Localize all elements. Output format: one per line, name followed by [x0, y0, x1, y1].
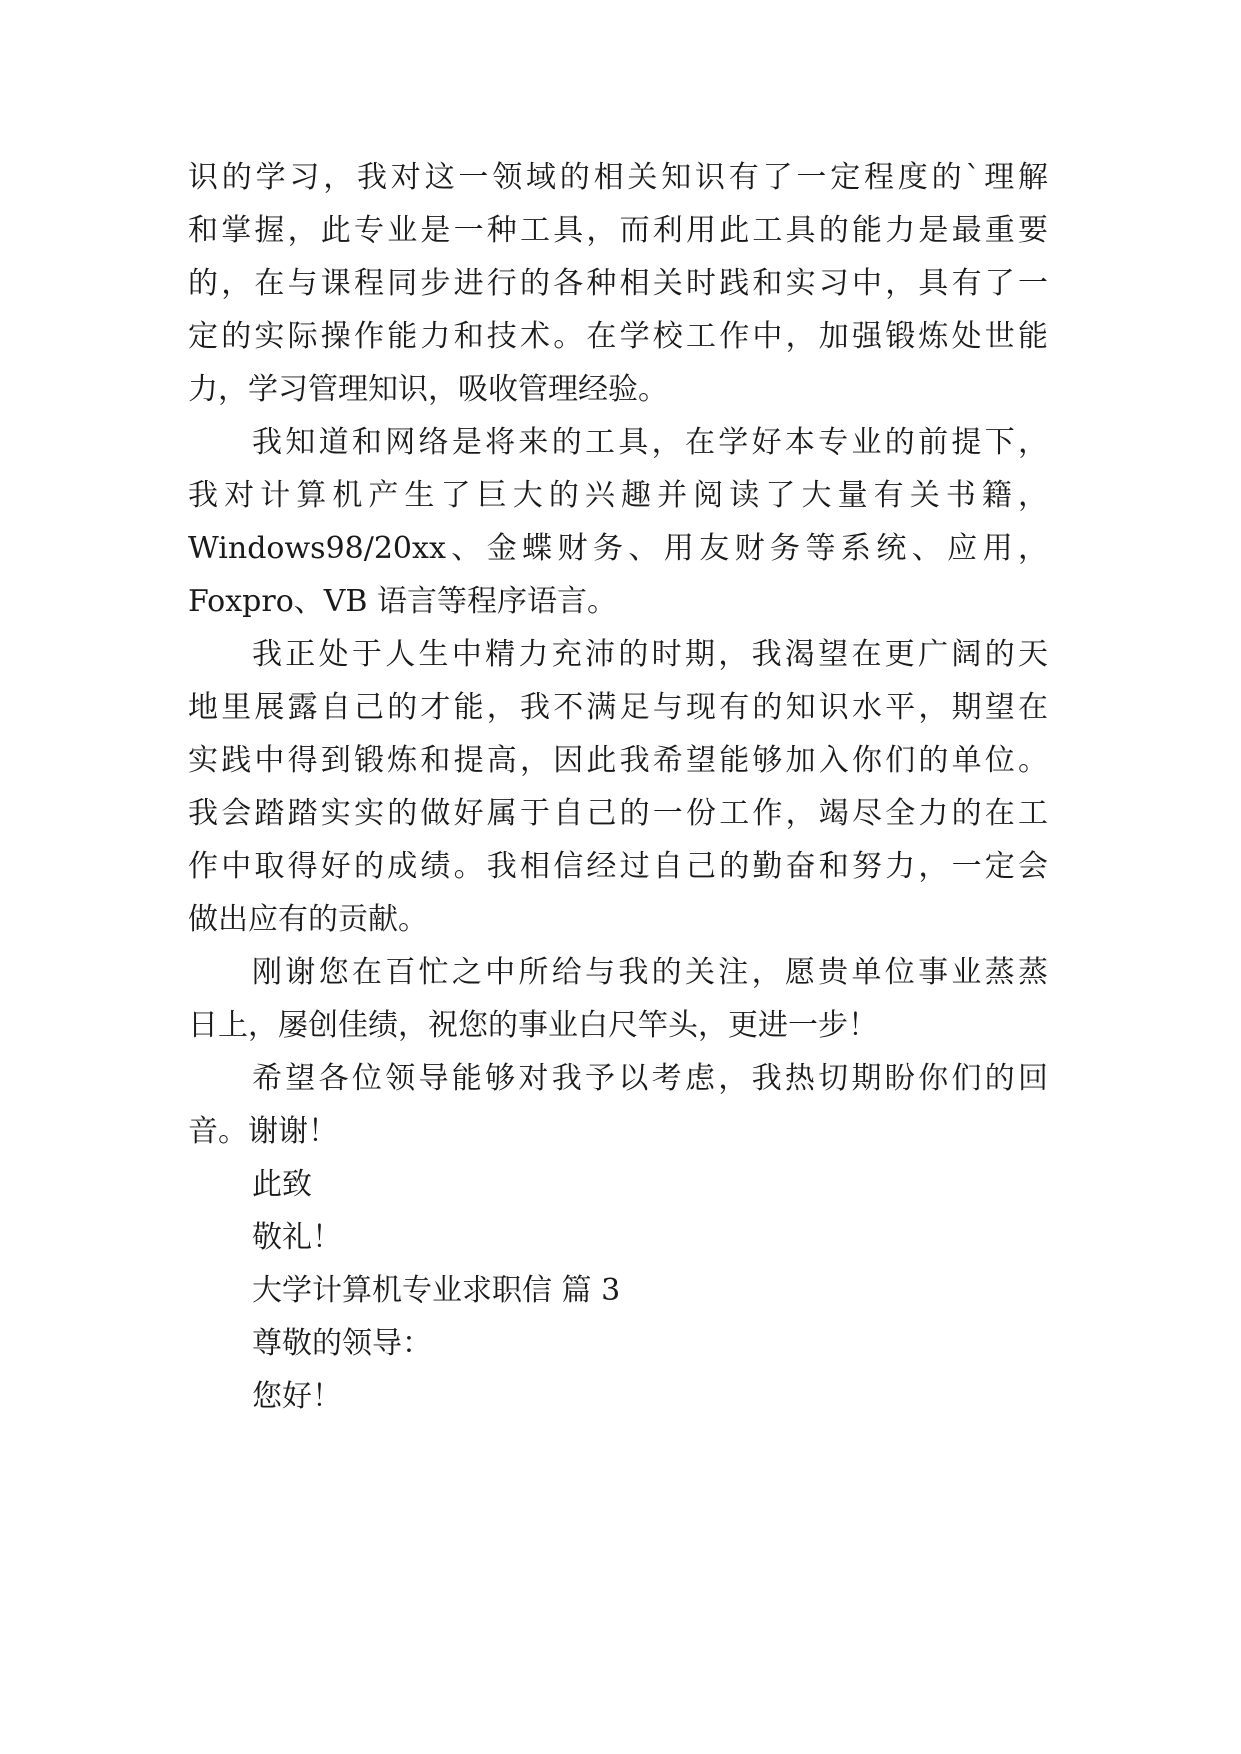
text-line: 定的实际操作能力和技术。在学校工作中，加强锻炼处世能 [188, 319, 1048, 354]
text-line: 我会踏踏实实的做好属于自己的一份工作，竭尽全力的在工 [188, 796, 1048, 831]
text-line: 音。谢谢！ [188, 1114, 338, 1149]
text-line: 作中取得好的成绩。我相信经过自己的勤奋和努力，一定会 [188, 849, 1048, 884]
greeting: 您好！ [252, 1379, 342, 1414]
text-line: Windows98/20xx、金蝶财务、用友财务等系统、应用， [188, 531, 1048, 566]
text-line: Foxpro、VB 语言等程序语言。 [188, 584, 618, 619]
salutation: 尊敬的领导： [252, 1326, 432, 1361]
text-line: 地里展露自己的才能，我不满足与现有的知识水平，期望在 [188, 690, 1048, 725]
text-line: 的，在与课程同步进行的各种相关时践和实习中，具有了一 [188, 266, 1048, 301]
closing-line: 此致 [252, 1167, 312, 1202]
paragraph-first-line: 刚谢您在百忙之中所给与我的关注，愿贵单位事业蒸蒸 [252, 955, 1048, 990]
text-line: 日上，屡创佳绩，祝您的事业白尺竿头，更进一步！ [188, 1008, 878, 1043]
text-line: 识的学习，我对这一领域的相关知识有了一定程度的`理解 [188, 160, 1048, 195]
text-line: 和掌握，此专业是一种工具，而利用此工具的能力是最重要 [188, 213, 1048, 248]
section-heading: 大学计算机专业求职信 篇 3 [252, 1273, 621, 1308]
closing-salute: 敬礼！ [252, 1220, 342, 1255]
text-line: 我对计算机产生了巨大的兴趣并阅读了大量有关书籍， [188, 478, 1048, 513]
text-line: 力，学习管理知识，吸收管理经验。 [188, 372, 668, 407]
text-line: 实践中得到锻炼和提高，因此我希望能够加入你们的单位。 [188, 743, 1048, 778]
paragraph-first-line: 我知道和网络是将来的工具，在学好本专业的前提下， [252, 425, 1048, 460]
text-line: 做出应有的贡献。 [188, 902, 428, 937]
paragraph-first-line: 我正处于人生中精力充沛的时期，我渴望在更广阔的天 [252, 637, 1048, 672]
paragraph-first-line: 希望各位领导能够对我予以考虑，我热切期盼你们的回 [252, 1061, 1048, 1096]
